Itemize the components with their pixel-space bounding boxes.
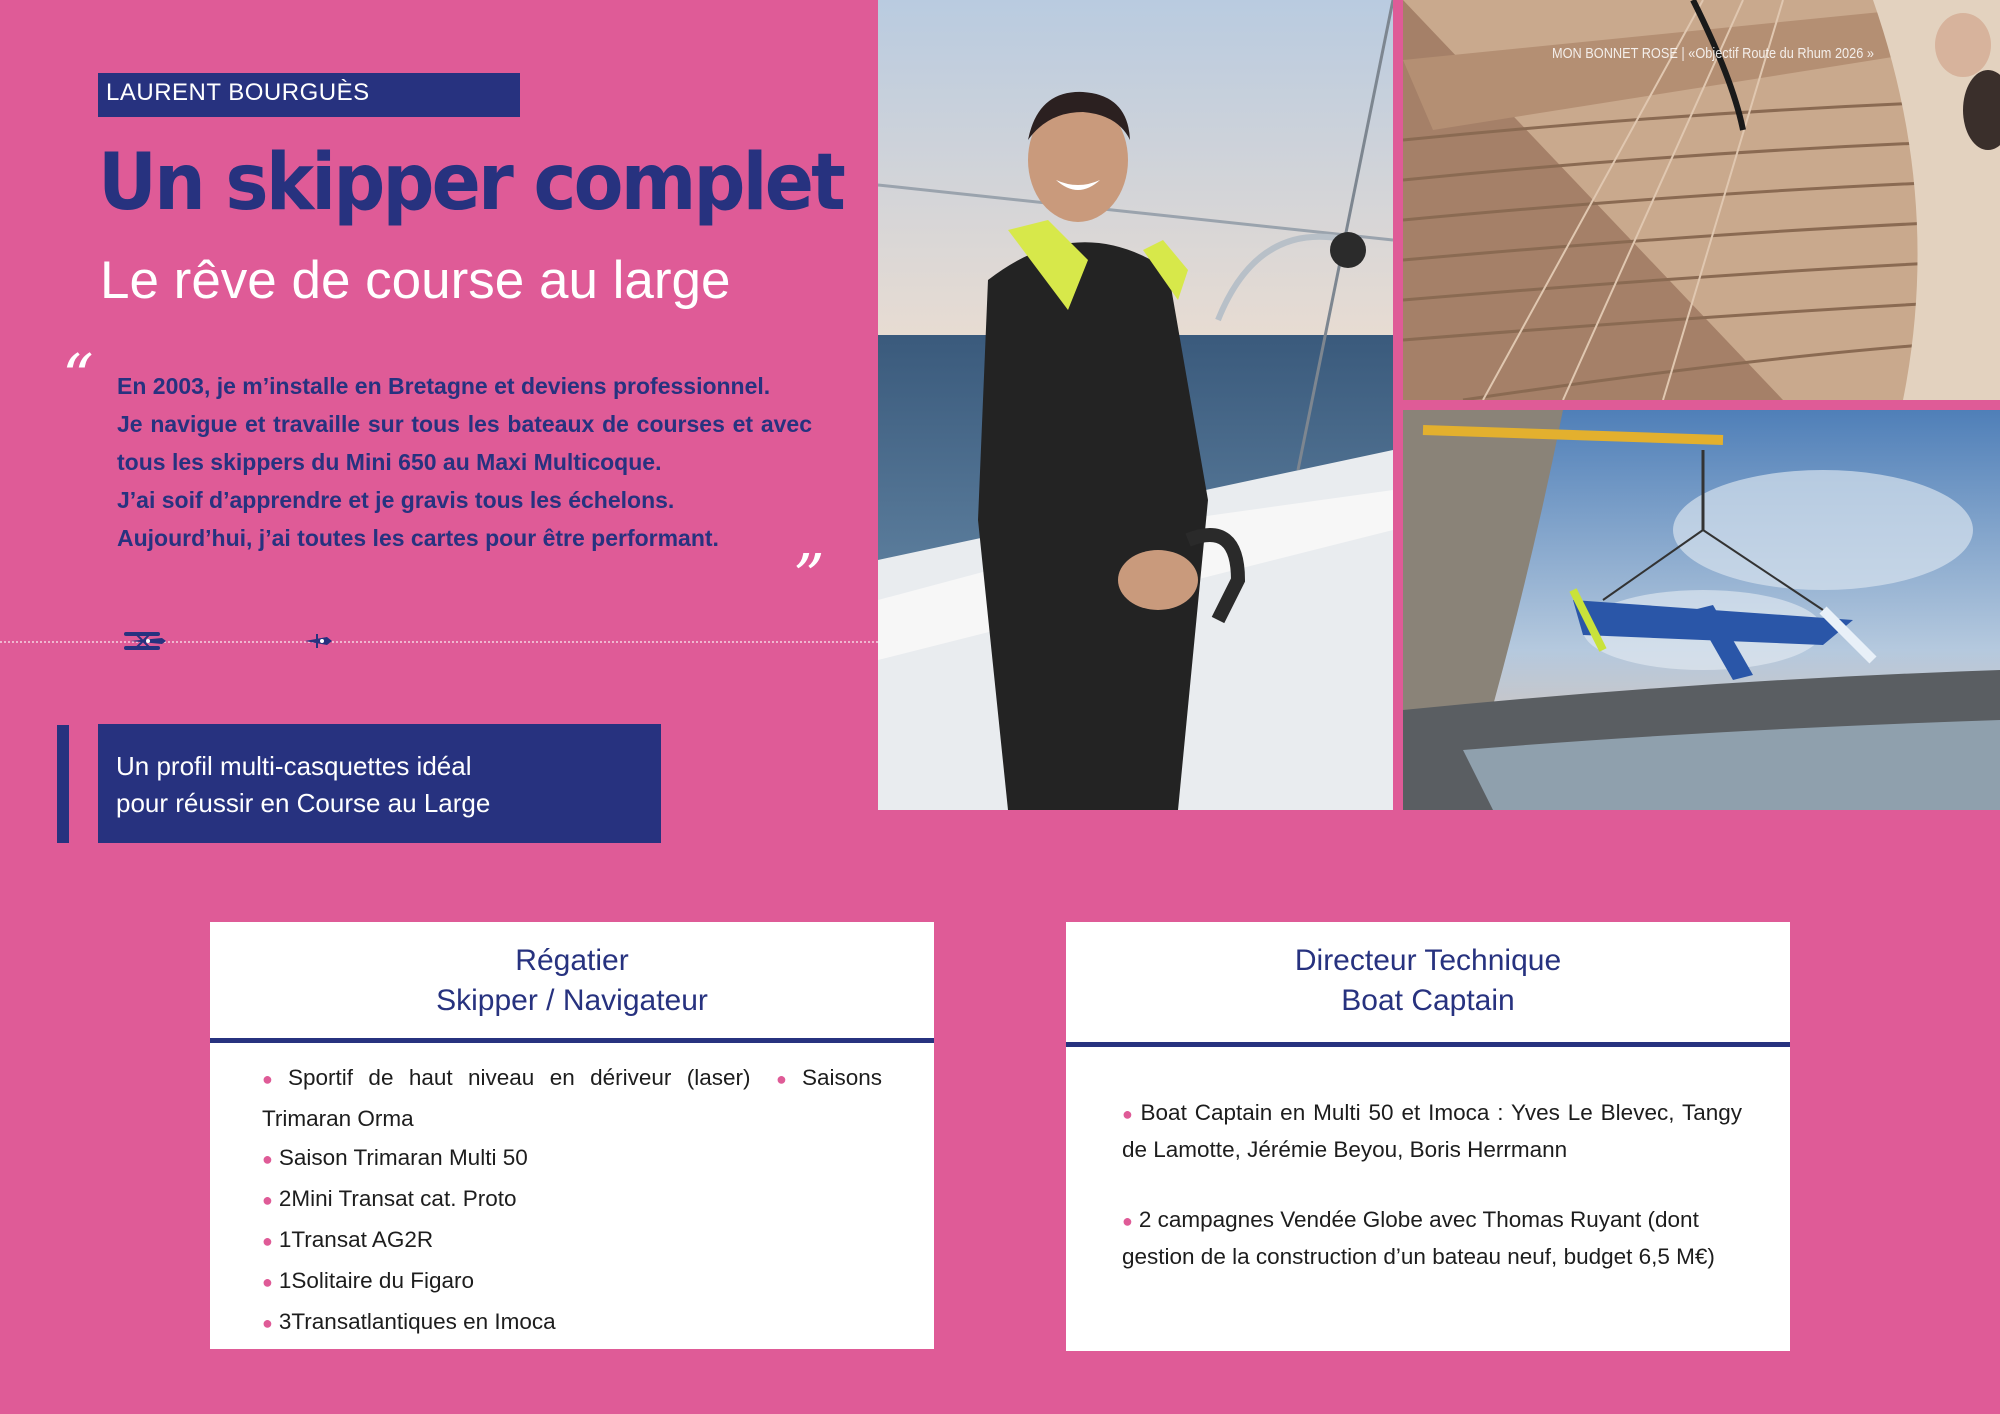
card-regatier-title-2: Skipper / Navigateur bbox=[436, 984, 708, 1017]
list-item: ● Sportif de haut niveau en dériveur (laser) ● Saisons Trimaran Orma bbox=[262, 1065, 882, 1131]
list-item: ● Boat Captain en Multi 50 et Imoca : Yves Le Blevec, Tangy de Lamotte, Jérémie Beyou, Boris Herrmann bbox=[1122, 1100, 1742, 1162]
bullet-dot: ● bbox=[262, 1190, 273, 1210]
list-item: ● 3Transatlantiques en Imoca bbox=[262, 1309, 556, 1334]
photo-boat-lift bbox=[1403, 410, 2000, 810]
page-subtitle: Le rêve de course au large bbox=[100, 251, 731, 310]
quote-line-4: Aujourd’hui, j’ai toutes les cartes pour être performant. bbox=[117, 525, 719, 551]
quote-close-mark: ” bbox=[793, 540, 825, 613]
bullet-dot: ● bbox=[262, 1149, 273, 1169]
card-regatier-header bbox=[210, 922, 934, 1021]
page-title: Un skipper complet bbox=[98, 138, 844, 228]
card-directeur-title-2: Boat Captain bbox=[1341, 984, 1515, 1017]
profile-line-1: Un profil multi-casquettes idéal bbox=[116, 751, 472, 781]
quote-text bbox=[117, 367, 812, 557]
card-directeur-list bbox=[1122, 1095, 1742, 1274]
list-item: ● Saison Trimaran Multi 50 bbox=[262, 1145, 528, 1170]
list-item: ● 2 campagnes Vendée Globe avec Thomas Ruyant (dont gestion de la construction d’un bateau neuf, budget 6,5 M€) bbox=[1122, 1207, 1715, 1269]
profile-line-2: pour réussir en Course au Large bbox=[116, 788, 491, 818]
card-directeur-title-1: Directeur Technique bbox=[1294, 944, 1562, 977]
list-item: ● 1Solitaire du Figaro bbox=[262, 1268, 474, 1293]
quote-line-3: J’ai soif d’apprendre et je gravis tous les échelons. bbox=[117, 487, 675, 513]
bullet-dot: ● bbox=[262, 1069, 283, 1089]
card-directeur-divider bbox=[1066, 1042, 1790, 1047]
bullet-dot: ● bbox=[262, 1313, 273, 1333]
card-regatier-list bbox=[262, 1058, 882, 1343]
card-directeur bbox=[1066, 922, 1790, 1351]
list-item: ● 2Mini Transat cat. Proto bbox=[262, 1186, 517, 1211]
list-item: ● 1Transat AG2R bbox=[262, 1227, 434, 1252]
bullet-dot: ● bbox=[1122, 1211, 1133, 1231]
card-directeur-header bbox=[1066, 922, 1790, 1021]
photo-caption: MON BONNET ROSE | «Objectif Route du Rhum 2026 » bbox=[1552, 45, 1874, 62]
bullet-dot: ● bbox=[775, 1069, 796, 1089]
quote-open-mark: “ bbox=[62, 340, 94, 413]
bullet-dot: ● bbox=[1122, 1104, 1135, 1124]
photo-skipper bbox=[878, 0, 1393, 810]
profile-accent-bar bbox=[57, 725, 69, 843]
card-regatier-divider bbox=[210, 1038, 934, 1043]
monohull-icon bbox=[303, 626, 333, 656]
bullet-dot: ● bbox=[262, 1272, 273, 1292]
profile-box bbox=[98, 724, 661, 843]
bullet-dot: ● bbox=[262, 1231, 273, 1251]
card-regatier-title-1: Régatier bbox=[515, 944, 629, 977]
quote-line-1: En 2003, je m’installe en Bretagne et deviens professionnel. bbox=[117, 373, 771, 399]
name-tag: LAURENT BOURGUÈS bbox=[98, 73, 520, 117]
trimaran-icon bbox=[122, 626, 168, 656]
quote-line-2: Je navigue et travaille sur tous les bateaux de courses et avec tous les skippers du Mini 650 au Maxi Multicoque. bbox=[117, 411, 812, 475]
card-regatier bbox=[210, 922, 934, 1349]
